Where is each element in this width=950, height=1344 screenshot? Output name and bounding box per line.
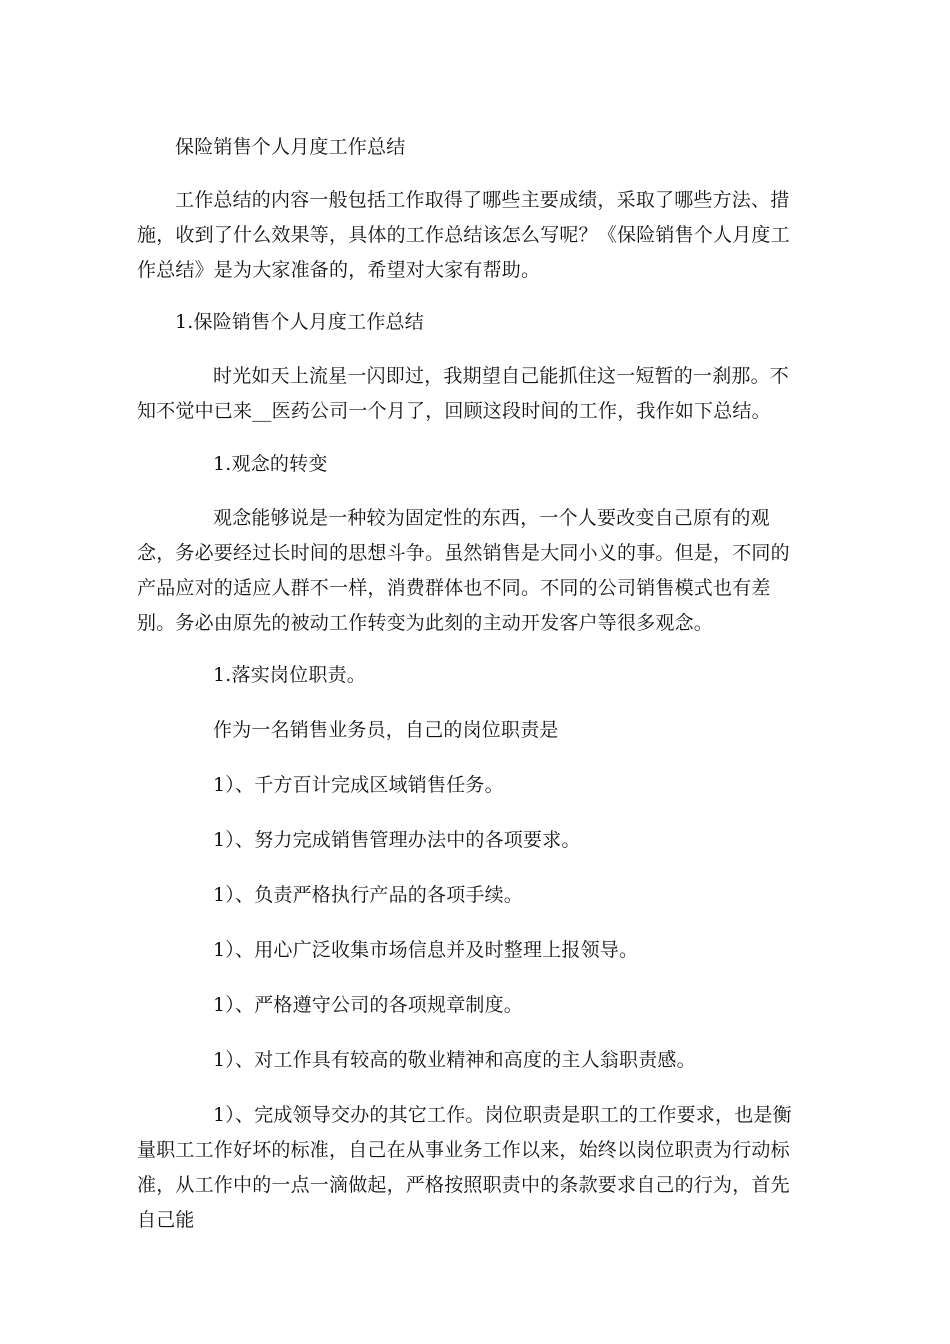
- duty-item: 1）、对工作具有较高的敬业精神和高度的主人翁职责感。: [213, 1049, 696, 1071]
- duty-item: 1）、千方百计完成区域销售任务。: [213, 774, 504, 796]
- subheading-duty: 1.落实岗位职责。: [213, 664, 366, 686]
- intro-paragraph: 工作总结的内容一般包括工作取得了哪些主要成绩，采取了哪些方法、措施，收到了什么效果等，具体的工作总结该怎么写呢？《保险销售个人月度工作总结》是为大家准备的，希望对大家有帮助。: [137, 189, 790, 281]
- section1-opening-paragraph: 时光如天上流星一闪即过，我期望自己能抓住这一短暂的一刹那。不知不觉中已来__医药公司一个月了，回顾这段时间的工作，我作如下总结。: [137, 365, 790, 422]
- duty-item: 1）、用心广泛收集市场信息并及时整理上报领导。: [213, 939, 639, 961]
- duty-item: 1）、负责严格执行产品的各项手续。: [213, 884, 523, 906]
- subheading-concept: 1.观念的转变: [213, 453, 328, 475]
- duty-intro: 作为一名销售业务员，自己的岗位职责是: [213, 719, 559, 741]
- duty-item: 1）、严格遵守公司的各项规章制度。: [213, 994, 523, 1016]
- document-title: 保险销售个人月度工作总结: [175, 136, 406, 158]
- duty-item: 1）、努力完成销售管理办法中的各项要求。: [213, 829, 581, 851]
- concept-paragraph: 观念能够说是一种较为固定性的东西，一个人要改变自己原有的观念，务必要经过长时间的思想斗争。虽然销售是大同小义的事。但是，不同的产品应对的适应人群不一样，消费群体也不同。不同的公司销售模式也有差别。务必由原先的被动工作转变为此刻的主动开发客户等很多观念。: [137, 507, 790, 634]
- section1-heading: 1.保险销售个人月度工作总结: [175, 311, 424, 333]
- last-duty-paragraph: 1）、完成领导交办的其它工作。岗位职责是职工的工作要求，也是衡量职工工作好坏的标准，自己在从事业务工作以来，始终以岗位职责为行动标准，从工作中的一点一滴做起，严格按照职责中的条款要求自己的行为，首先自己能: [137, 1104, 792, 1231]
